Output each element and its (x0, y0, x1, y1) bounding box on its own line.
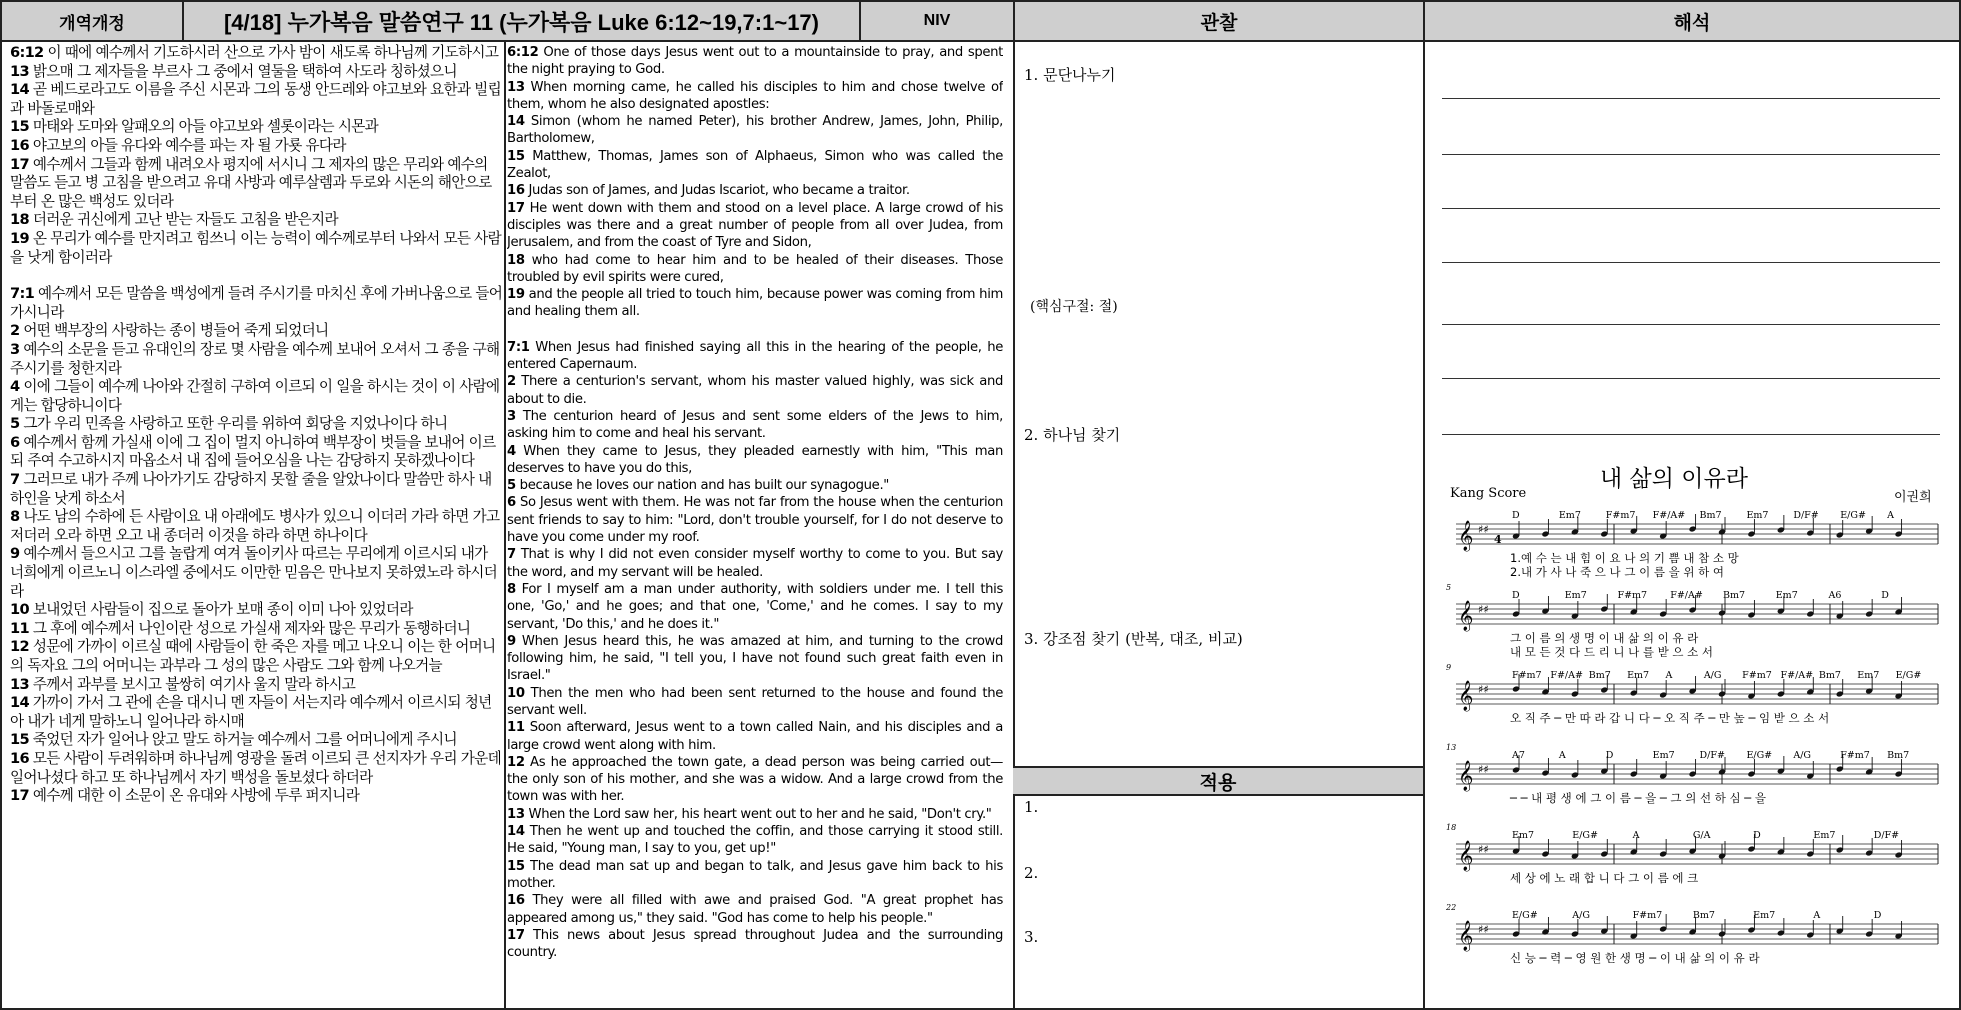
verse-text: 가까이 가서 그 관에 손을 대시니 멘 자들이 서는지라 예수께서 이르시되 청년아 내가 네게 말하노니 일어나라 하시매 (10, 694, 492, 730)
application-header: 적용 (1013, 766, 1423, 796)
korean-verse (10, 434, 504, 471)
key-signature: ♯♯ (1478, 683, 1489, 696)
verse-text: Simon (whom he named Peter), his brother Andrew, James, John, Philip, Bartholomew, (507, 114, 1003, 147)
niv-verse (507, 858, 1003, 893)
chord-symbol: D (1512, 510, 1520, 521)
verse-number: 10 (10, 601, 29, 619)
korean-verse (10, 787, 504, 806)
verse-text: 그 후에 예수께서 나인이란 성으로 가실새 제자와 많은 무리가 동행하더니 (28, 619, 471, 637)
verse-number: 6 (10, 433, 20, 451)
verse-text: 어떤 백부장의 사랑하는 종이 병들어 죽게 되었더니 (19, 322, 329, 340)
verse-number: 17 (507, 200, 525, 216)
key-signature: ♯♯ (1478, 763, 1489, 776)
writing-line (1442, 324, 1940, 325)
verse-number: 13 (10, 675, 29, 693)
key-signature: ♯♯ (1478, 843, 1489, 856)
song-publisher: Kang Score (1450, 486, 1527, 501)
chord-symbol: A (1632, 830, 1640, 841)
korean-text-column (10, 44, 504, 806)
chord-symbol: Em7 (1857, 670, 1880, 681)
verse-text: 주께서 과부를 보시고 불쌍히 여기사 울지 말라 하시고 (28, 675, 356, 693)
niv-verse (507, 685, 1003, 720)
treble-clef-icon: 𝄞 (1458, 921, 1474, 951)
verse-number: 5 (507, 478, 516, 494)
treble-clef-icon: 𝄞 (1458, 681, 1474, 711)
verse-number: 11 (10, 619, 29, 637)
chord-symbol: E/G# (1895, 670, 1922, 681)
writing-line (1442, 98, 1940, 99)
niv-verse (507, 286, 1003, 321)
verse-number: 7:1 (507, 339, 530, 355)
key-signature: ♯♯ (1478, 523, 1489, 536)
verse-number: 14 (10, 694, 29, 712)
verse-number: 13 (507, 806, 525, 822)
niv-verse (507, 373, 1003, 408)
chord-symbol: Bm7 (1699, 510, 1722, 521)
niv-verse (507, 200, 1003, 252)
verse-text: 마태와 도마와 알패오의 아들 야고보와 셀롯이라는 시몬과 (28, 118, 379, 136)
chord-symbol: A/G (1572, 910, 1590, 921)
key-signature: ♯♯ (1478, 603, 1489, 616)
verse-number: 13 (10, 62, 29, 80)
verse-number: 6:12 (10, 44, 44, 61)
verse-number: 16 (507, 183, 525, 199)
verse-number: 8 (507, 581, 516, 597)
verse-text: 곧 베드로라고도 이름을 주신 시몬과 그의 동생 안드레와 야고보와 요한과 빌립과 바돌로매와 (10, 81, 501, 117)
observation-item-2: 2. 하나님 찾기 (1024, 426, 1121, 444)
observation-item-1: 1. 문단나누기 (1024, 66, 1116, 84)
korean-verse (10, 676, 504, 695)
verse-number: 3 (507, 408, 516, 424)
chord-symbol: F#/A# (1550, 670, 1583, 681)
verse-number: 5 (10, 415, 20, 433)
niv-verse (507, 113, 1003, 148)
application-item-3: 3. (1024, 928, 1039, 946)
verse-text: 더러운 귀신에게 고난 받는 자들도 고침을 받은지라 (28, 211, 338, 229)
verse-text: Judas son of James, and Judas Iscariot, who became a traitor. (524, 183, 910, 199)
korean-verse (10, 638, 504, 675)
lyrics-line: 오 직 주 ─ 만 따 라 갑 니 다 ─ 오 직 주 ─ 만 높 ─ 임 받 으 소 서 (1510, 711, 1830, 725)
chord-symbol: D (1753, 830, 1761, 841)
verse-text: 죽었던 자가 일어나 앉고 말도 하거늘 예수께서 그를 어머니에게 주시니 (28, 731, 457, 749)
verse-number: 17 (507, 927, 525, 943)
chord-symbol: Em7 (1564, 590, 1587, 601)
verse-text: The dead man sat up and began to talk, and Jesus gave him back to his mother. (507, 858, 1003, 891)
writing-line (1442, 262, 1940, 263)
verse-number: 7 (507, 547, 516, 563)
verse-number: 8 (10, 508, 20, 526)
verse-text: 나도 남의 수하에 든 사람이요 내 아래에도 병사가 있으니 이더러 가라 하면 가고 저더러 오라 하면 오고 내 종더러 이것을 하라 하면 하나이다 (10, 508, 500, 544)
measure-number: 5 (1446, 583, 1452, 592)
niv-verse (507, 754, 1003, 806)
chord-symbol: F#m7 (1632, 910, 1663, 921)
verse-text: One of those days Jesus went out to a mountainside to pray, and spent the night praying to God. (507, 45, 1003, 78)
verse-number: 18 (10, 211, 29, 229)
treble-clef-icon: 𝄞 (1458, 761, 1474, 791)
verse-number: 16 (10, 136, 29, 154)
verse-text: and the people all tried to touch him, because power was coming from him and healing them all. (507, 287, 1003, 320)
application-item-1: 1. (1024, 798, 1039, 816)
chord-symbol: Bm7 (1818, 670, 1841, 681)
measure-number: 13 (1446, 743, 1457, 752)
writing-line (1442, 208, 1940, 209)
verse-text: because he loves our nation and has built our synagogue." (515, 478, 889, 494)
verse-text: 성문에 가까이 이르실 때에 사람들이 한 죽은 자를 메고 나오니 이는 한 어머니의 독자요 그의 어머니는 과부라 그 성의 많은 사람도 그와 함께 나오거늘 (10, 638, 496, 674)
chord-symbol: Em7 (1652, 750, 1675, 761)
chord-symbol: D/F# (1793, 510, 1819, 521)
song-composer: 이권희 (1894, 490, 1932, 505)
verse-number: 17 (10, 787, 29, 805)
korean-verse (10, 156, 504, 212)
chord-symbol: Bm7 (1887, 750, 1910, 761)
verse-number: 4 (10, 378, 20, 396)
chord-symbol: A (1887, 510, 1894, 521)
chord-symbol: D (1881, 590, 1889, 601)
niv-verse (507, 719, 1003, 754)
niv-verse (507, 581, 1003, 633)
verse-text: When Jesus heard this, he was amazed at him, and turning to the crowd following him, he said, "I tell you, I have not found such great faith even in Israel." (507, 633, 1003, 684)
verse-text: 예수께 대한 이 소문이 온 유대와 사방에 두루 퍼지니라 (28, 787, 360, 805)
verse-text: There a centurion's servant, whom his master valued highly, was sick and about to die. (507, 374, 1003, 407)
korean-verse (10, 230, 504, 267)
divider (1013, 2, 1015, 1008)
verse-number: 2 (10, 322, 20, 340)
verse-number: 17 (10, 155, 29, 173)
niv-verse (507, 182, 1003, 199)
chord-symbol: E/G# (1512, 910, 1538, 921)
verse-number: 2 (507, 374, 516, 390)
verse-text: 모든 사람이 두려워하며 하나님께 영광을 돌려 이르되 큰 선지자가 우리 가운데 일어나셨다 하고 또 하나님께서 자기 백성을 돌보셨다 하더라 (10, 749, 501, 786)
niv-verse (507, 806, 1003, 823)
verse-number: 4 (507, 443, 516, 459)
verse-number: 9 (507, 633, 516, 649)
key-signature: ♯♯ (1478, 923, 1489, 936)
header-interpretation: 해석 (1425, 2, 1959, 42)
korean-verse (10, 508, 504, 545)
divider (182, 2, 184, 42)
korean-verse (10, 415, 504, 434)
chord-symbol: Em7 (1775, 590, 1798, 601)
verse-text: Then the men who had been sent returned to the house and found the servant well. (507, 685, 1003, 718)
niv-verse (507, 892, 1003, 927)
chord-symbol: Em7 (1746, 510, 1769, 521)
verse-number: 13 (507, 79, 525, 95)
chord-symbol: F#m7 (1512, 670, 1542, 681)
verse-text: When morning came, he called his disciples to him and chose twelve of them, whom he also designated apostles: (507, 79, 1003, 112)
korean-verse (10, 211, 504, 230)
korean-verse (10, 81, 504, 118)
verse-number: 14 (10, 81, 29, 99)
korean-verse (10, 322, 504, 341)
verse-number: 6 (507, 495, 516, 511)
verse-number: 14 (507, 824, 525, 840)
chord-symbol: F#m7 (1617, 590, 1648, 601)
header-korean-version: 개역개정 (2, 2, 182, 42)
verse-text: As he approached the town gate, a dead person was being carried out—the only son of his mother, and she was a widow. And a large crowd from the town was with her. (507, 754, 1003, 805)
verse-text: Matthew, Thomas, James son of Alphaeus, Simon who was called the Zealot, (507, 148, 1003, 182)
verse-text: 예수의 소문을 듣고 유대인의 장로 몇 사람을 예수께 보내어 오셔서 그 종을 구해 주시기를 청한지라 (10, 340, 500, 377)
observation-item-3: 3. 강조점 찾기 (반복, 대조, 비교) (1024, 630, 1243, 648)
measure-number: 22 (1446, 903, 1457, 912)
divider (1423, 2, 1425, 1008)
chord-symbol: Bm7 (1723, 590, 1746, 601)
chord-symbol: Em7 (1753, 910, 1776, 921)
verse-number: 9 (10, 545, 20, 563)
verse-text: 예수께서 모든 말씀을 백성에게 들려 주시기를 마치신 후에 가버나움으로 들어가시니라 (10, 285, 503, 321)
chord-symbol: D (1873, 910, 1882, 921)
chord-symbol: A (1665, 670, 1673, 681)
treble-clef-icon: 𝄞 (1458, 521, 1474, 551)
chord-symbol: D/F# (1873, 830, 1900, 841)
verse-text: For I myself am a man under authority, with soldiers under me. I tell this one, 'Go,' and he goes; and that one, 'Come,' and he comes. I say to my servant, 'Do this,' and he does it." (507, 581, 1003, 632)
korean-verse (10, 471, 504, 508)
korean-verse (10, 285, 504, 322)
lyrics-line: 신 능 ─ 력 ─ 영 원 한 생 명 ─ 이 내 삶 의 이 유 라 (1510, 951, 1760, 965)
music-score (1442, 502, 1942, 1002)
verse-text: 온 무리가 예수를 만지려고 힘쓰니 이는 능력이 예수께로부터 나와서 모든 사람을 낫게 함이러라 (10, 229, 501, 266)
key-verse-label: (핵심구절: 절) (1030, 299, 1118, 315)
verse-text: Then he went up and touched the coffin, and those carrying it stood still. He said, "Young man, I say to you, get up!" (507, 824, 1003, 857)
verse-text: He went down with them and stood on a level place. A large crowd of his disciples was there and a great number of people from all over Judea, from Jerusalem, and from the coast of Tyre and Sidon, (507, 200, 1003, 251)
verse-text: When they came to Jesus, they pleaded earnestly with him, "This man deserves to have you do this, (507, 443, 1003, 476)
niv-verse (507, 339, 1003, 374)
lyrics-line: 내 모 든 것 다 드 리 니 나 를 받 으 소 서 (1510, 645, 1714, 659)
niv-verse (507, 44, 1003, 79)
niv-verse (507, 927, 1003, 962)
lyrics-line: 그 이 름 의 생 명 이 내 삶 의 이 유 라 (1510, 631, 1699, 645)
korean-verse (10, 118, 504, 137)
verse-number: 14 (507, 114, 525, 130)
verse-text: 예수께서 들으시고 그를 놀랍게 여겨 돌이키사 따르는 무리에게 이르시되 내가 너희에게 이르노니 이스라엘 중에서도 이만한 믿음은 만나보지 못하였노라 하시더라 (10, 545, 498, 600)
verse-text: 야고보의 아들 유다와 예수를 파는 자 될 가룟 유다라 (28, 136, 346, 154)
verse-text: 그가 우리 민족을 사랑하고 또한 우리를 위하여 회당을 지었나이다 하니 (19, 415, 448, 433)
chord-symbol: D (1512, 590, 1520, 601)
verse-text: The centurion heard of Jesus and sent some elders of the Jews to him, asking him to come and heal his servant. (507, 408, 1003, 442)
chord-symbol: F#m7 (1840, 750, 1870, 761)
korean-verse (10, 620, 504, 639)
verse-gap (507, 321, 1003, 339)
verse-gap (10, 267, 504, 285)
niv-verse (507, 443, 1003, 478)
writing-line (1442, 378, 1940, 379)
verse-number: 19 (10, 229, 29, 247)
chord-symbol: Bm7 (1692, 910, 1715, 921)
writing-line (1442, 434, 1940, 435)
chord-symbol: D (1605, 750, 1614, 761)
verse-text: When the Lord saw her, his heart went out to her and he said, "Don't cry." (524, 806, 992, 822)
chord-symbol: F#/A# (1652, 510, 1686, 521)
verse-number: 11 (507, 720, 525, 736)
korean-verse (10, 341, 504, 378)
verse-text: 밝으매 그 제자들을 부르사 그 중에서 열둘을 택하여 사도라 칭하셨으니 (28, 62, 457, 80)
verse-number: 3 (10, 340, 20, 358)
chord-symbol: F#/A# (1780, 670, 1814, 681)
verse-text: 예수께서 그들과 함께 내려오사 평지에 서시니 그 제자의 많은 무리와 예수의 말씀도 듣고 병 고침을 받으려고 유대 사방과 예루살렘과 두로와 시돈의 해안으로부터 온 많은 백성도 있더라 (10, 155, 492, 210)
verse-number: 12 (10, 638, 29, 656)
verse-text: When Jesus had finished saying all this in the hearing of the people, he entered Capernaum. (507, 339, 1003, 373)
divider (859, 2, 861, 42)
verse-text: So Jesus went with them. He was not far from the house when the centurion sent friends to say to him: "Lord, don't trouble yourself, for I do not deserve to have you come under my roof. (507, 495, 1003, 546)
verse-text: That is why I did not even consider myself worthy to come to you. But say the word, and my servant will be healed. (507, 547, 1003, 580)
chord-symbol: G/A (1692, 830, 1711, 841)
verse-number: 15 (507, 148, 525, 164)
chord-symbol: A/G (1703, 670, 1722, 681)
chord-symbol: Em7 (1558, 510, 1581, 521)
chord-symbol: A (1813, 910, 1821, 921)
korean-verse (10, 601, 504, 620)
song-title: 내 삶의 이유라 (1600, 466, 1748, 492)
niv-verse (507, 546, 1003, 581)
verse-text: 보내었던 사람들이 집으로 돌아가 보매 종이 이미 나아 있었더라 (28, 601, 413, 619)
treble-clef-icon: 𝄞 (1458, 601, 1474, 631)
chord-symbol: Em7 (1627, 670, 1650, 681)
chord-symbol: Em7 (1813, 830, 1836, 841)
niv-verse (507, 494, 1003, 546)
korean-verse (10, 750, 504, 787)
verse-text: This news about Jesus spread throughout Judea and the surrounding country. (507, 927, 1003, 961)
verse-text: 이 때에 예수께서 기도하시러 산으로 가사 밤이 새도록 하나님께 기도하시고 (43, 44, 499, 61)
divider (504, 42, 506, 1008)
verse-number: 10 (507, 685, 525, 701)
chord-symbol: A6 (1828, 590, 1842, 601)
header-observation: 관찰 (1015, 2, 1423, 42)
niv-verse (507, 148, 1003, 183)
chord-symbol: F#m7 (1742, 670, 1772, 681)
verse-number: 12 (507, 754, 525, 770)
verse-number: 15 (10, 731, 29, 749)
header-title: [4/18] 누가복음 말씀연구 11 (누가복음 Luke 6:12~19,7:1~17) (184, 2, 859, 42)
verse-number: 19 (507, 287, 525, 303)
measure-number: 18 (1446, 823, 1457, 832)
chord-symbol: E/G# (1572, 830, 1598, 841)
treble-clef-icon: 𝄞 (1458, 841, 1474, 871)
korean-verse (10, 44, 504, 63)
lyrics-line: 세 상 에 노 래 합 니 다 그 이 름 에 크 (1510, 871, 1699, 885)
verse-number: 18 (507, 252, 525, 268)
lyrics-line: 2.내 가 사 나 죽 으 나 그 이 름 을 위 하 여 (1510, 565, 1725, 579)
niv-verse (507, 477, 1003, 494)
chord-symbol: F#/A# (1670, 590, 1703, 601)
chord-symbol: Em7 (1512, 830, 1534, 841)
korean-verse (10, 378, 504, 415)
verse-number: 16 (10, 749, 29, 767)
verse-text: They were all filled with awe and praised God. "A great prophet has appeared among us," they said. "God has come to help his people." (507, 893, 1003, 926)
time-signature: 4 (1494, 533, 1502, 546)
verse-number: 7 (10, 471, 20, 489)
korean-verse (10, 63, 504, 82)
korean-verse (10, 545, 504, 601)
verse-text: Soon afterward, Jesus went to a town called Nain, and his disciples and a large crowd went along with him. (507, 720, 1003, 753)
chord-symbol: F#m7 (1605, 510, 1636, 521)
niv-verse (507, 633, 1003, 685)
verse-number: 15 (10, 118, 29, 136)
verse-text: 예수께서 함께 가실새 이에 그 집이 멀지 아니하여 백부장이 벗들을 보내어 이르되 주여 수고하시지 마옵소서 내 집에 들어오심을 나는 감당하지 못하겠나이다 (10, 433, 496, 470)
verse-text: 그러므로 내가 주께 나아가기도 감당하지 못할 줄을 알았나이다 말씀만 하사 내 하인을 낫게 하소서 (10, 471, 492, 507)
niv-text-column (507, 44, 1003, 961)
lyrics-line: 1.예 수 는 내 힘 이 요 나 의 기 쁨 내 참 소 망 (1510, 551, 1739, 565)
chord-symbol: Bm7 (1588, 670, 1611, 681)
application-item-2: 2. (1024, 864, 1039, 882)
lyrics-line: ─ ─ 내 평 생 에 그 이 름 ─ 을 ─ 그 의 선 하 심 ─ 을 (1510, 791, 1766, 805)
verse-number: 16 (507, 893, 525, 909)
chord-symbol: A (1558, 750, 1566, 761)
header-niv: NIV (861, 2, 1013, 42)
chord-symbol: E/G# (1840, 510, 1866, 521)
chord-symbol: E/G# (1746, 750, 1773, 761)
verse-text: who had come to hear him and to be healed of their diseases. Those troubled by evil spirits were cured, (507, 252, 1003, 285)
niv-verse (507, 408, 1003, 443)
korean-verse (10, 731, 504, 750)
verse-number: 6:12 (507, 45, 539, 60)
chord-symbol: D/F# (1699, 750, 1725, 761)
measure-number: 9 (1446, 663, 1452, 672)
verse-number: 7:1 (10, 285, 35, 303)
writing-line (1442, 154, 1940, 155)
chord-symbol: A/G (1793, 750, 1811, 761)
niv-verse (507, 79, 1003, 114)
niv-verse (507, 823, 1003, 858)
korean-verse (10, 694, 504, 731)
korean-verse (10, 137, 504, 156)
verse-text: 이에 그들이 예수께 나아와 간절히 구하여 이르되 이 일을 하시는 것이 이 사람에게는 합당하니이다 (10, 378, 500, 414)
verse-number: 15 (507, 858, 525, 874)
chord-symbol: A7 (1512, 750, 1525, 761)
niv-verse (507, 252, 1003, 287)
